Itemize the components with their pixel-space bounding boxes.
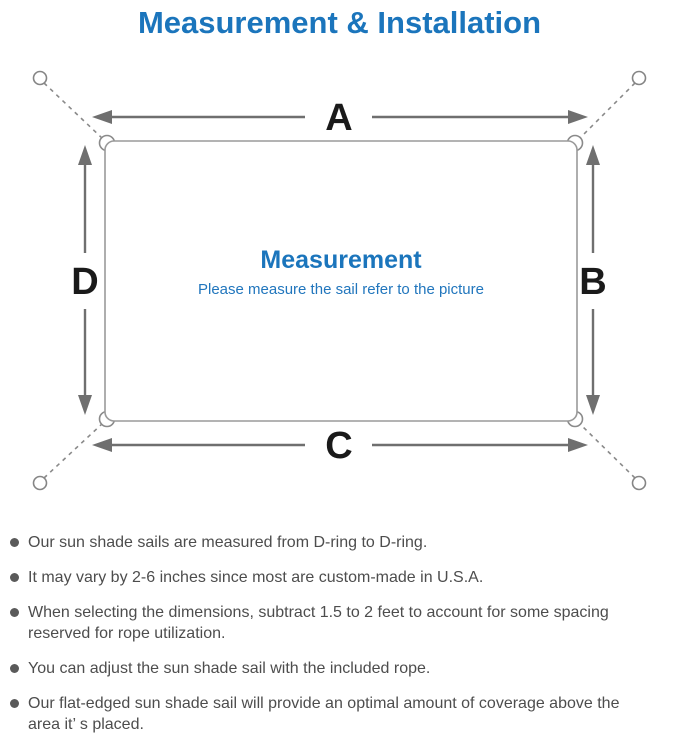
dimension-label-b: B [579, 261, 607, 303]
bullet-icon [10, 608, 19, 617]
arrow-left-head-icon [92, 110, 112, 124]
rope-line-bottom-left-icon [44, 423, 103, 478]
anchor-ring-bottom-right-icon [633, 477, 646, 490]
anchor-ring-bottom-left-icon [34, 477, 47, 490]
list-item [10, 567, 673, 588]
measurement-diagram [0, 55, 679, 515]
note-text: It may vary by 2-6 inches since most are custom-made in U.S.A. [28, 569, 484, 586]
rope-line-bottom-right-icon [579, 423, 635, 478]
center-subheading: Please measure the sail refer to the picture [198, 281, 484, 298]
list-item [10, 658, 673, 679]
dimension-arrow-d [71, 145, 98, 415]
note-text: You can adjust the sun shade sail with the included rope. [28, 660, 431, 677]
dimension-arrow-b [579, 145, 606, 415]
list-item [10, 602, 673, 644]
rope-line-top-right-icon [579, 83, 635, 139]
arrow-up-head-icon [78, 145, 92, 165]
dimension-arrow-a [92, 97, 588, 139]
rope-line-top-left-icon [44, 83, 103, 139]
notes-list [0, 515, 679, 735]
page-title: Measurement & Installation [137, 5, 542, 40]
bullet-icon [10, 664, 19, 673]
bullet-icon [10, 573, 19, 582]
arrow-right-head-icon [568, 110, 588, 124]
arrow-right-head-icon [568, 438, 588, 452]
center-heading: Measurement [260, 246, 422, 274]
anchor-ring-top-left-icon [34, 72, 47, 85]
dimension-label-a: A [325, 97, 353, 139]
arrow-down-head-icon [78, 395, 92, 415]
dimension-label-d: D [71, 261, 99, 303]
arrow-left-head-icon [92, 438, 112, 452]
anchor-ring-top-right-icon [633, 72, 646, 85]
dimension-arrow-c [92, 425, 588, 467]
dimension-label-c: C [325, 425, 353, 467]
note-text: Our flat-edged sun shade sail will provide an optimal amount of coverage above the area it’ s placed. [28, 695, 620, 733]
note-text: Our sun shade sails are measured from D-ring to D-ring. [28, 534, 428, 551]
arrow-up-head-icon [586, 145, 600, 165]
list-item [10, 532, 673, 553]
list-item [10, 693, 673, 735]
arrow-down-head-icon [586, 395, 600, 415]
bullet-icon [10, 538, 19, 547]
bullet-icon [10, 699, 19, 708]
note-text: When selecting the dimensions, subtract 1.5 to 2 feet to account for some spacing reserved for rope utilization. [28, 604, 609, 642]
